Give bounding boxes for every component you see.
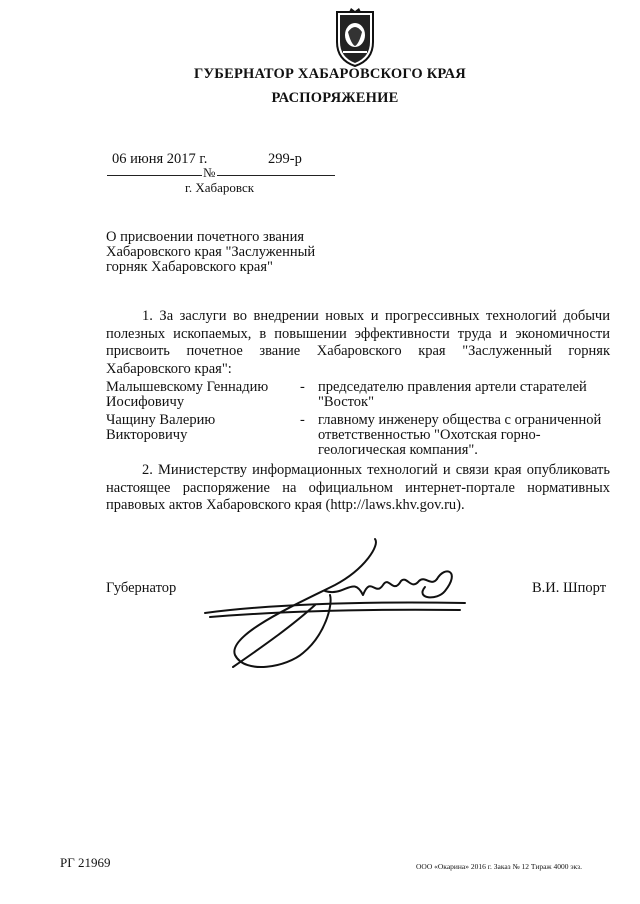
signatory-name: В.И. Шпорт xyxy=(532,580,607,596)
document-date: 06 июня 2017 г. xyxy=(112,151,208,167)
date-underline xyxy=(107,175,202,176)
awardee-name-line: Чащину Валерию xyxy=(106,412,216,428)
printing-imprint: ООО «Окарина» 2016 г. Заказ № 12 Тираж 4000 экз. xyxy=(416,862,582,871)
entry-dash: - xyxy=(300,379,305,395)
awardee-position: председателю правления артели старателей "Восток" xyxy=(318,379,587,410)
signatory-title: Губернатор xyxy=(106,580,177,596)
document-subject: О присвоении почетного звания Хабаровского края "Заслуженный горняк Хабаровского края" xyxy=(106,229,316,275)
awardee-name-line: Иосифовичу xyxy=(106,394,185,410)
handwritten-signature xyxy=(175,535,475,680)
entry-dash: - xyxy=(300,412,305,428)
coat-of-arms-icon xyxy=(329,8,381,68)
document-number: 299-р xyxy=(268,151,302,167)
issuer-title: ГУБЕРНАТОР ХАБАРОВСКОГО КРАЯ xyxy=(194,66,466,82)
number-underline xyxy=(217,175,335,176)
document-city: г. Хабаровск xyxy=(185,180,255,195)
awardee-name-line: Викторовичу xyxy=(106,427,188,443)
document-type: РАСПОРЯЖЕНИЕ xyxy=(271,90,399,106)
awardee-name xyxy=(106,413,286,443)
awardee-position: главному инженеру общества с ограниченной ответственностью "Охотская горно-геологическая компания". xyxy=(318,412,602,458)
awardee-name xyxy=(106,380,286,410)
paragraph-1: 1. За заслуги во внедрении новых и прогрессивных технологий добычи полезных ископаемых, в повышении эффективности труда и экономичности присвоить почетное звание Хабаровского края "Заслуженный горняк Хабаровского края": xyxy=(106,308,610,377)
registration-code: РГ 21969 xyxy=(60,855,111,870)
awardee-name-line: Малышевскому Геннадию xyxy=(106,379,269,395)
number-sign: № xyxy=(203,165,216,180)
paragraph-2: 2. Министерству информационных технологий и связи края опубликовать настоящее распоряжение на официальном интернет-портале нормативных правовых актов Хабаровского края (http://laws.khv.gov.ru). xyxy=(106,462,610,513)
